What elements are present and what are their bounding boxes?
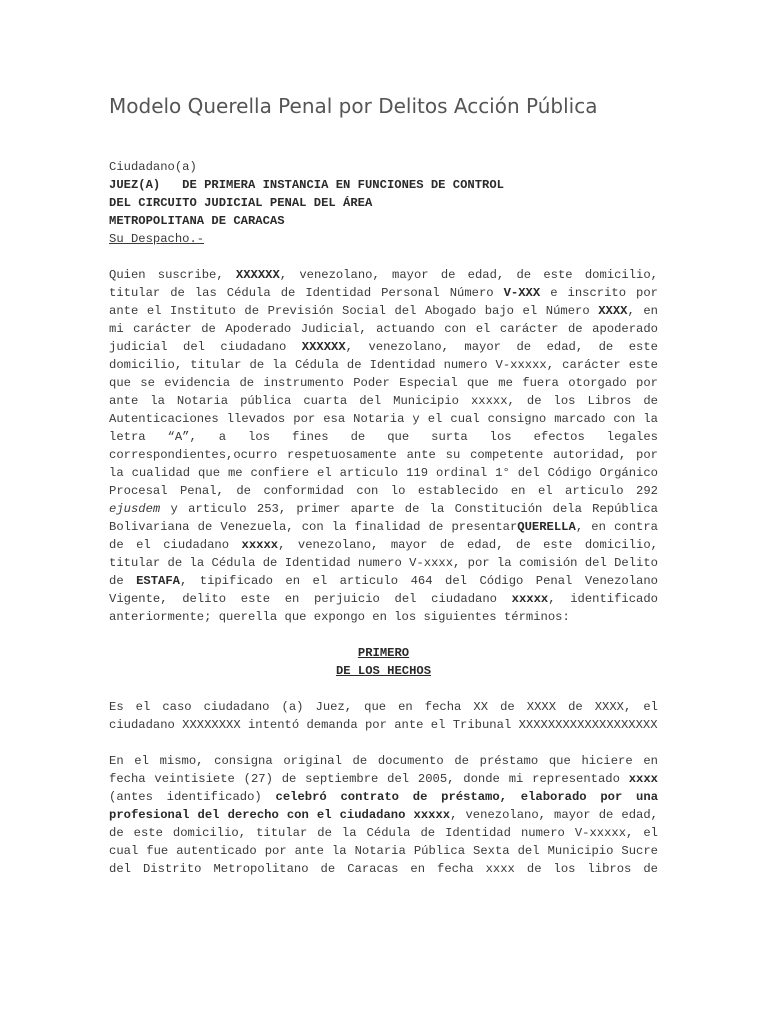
document-body <box>109 158 658 878</box>
paragraph-intro: Quien suscribe, XXXXXX, venezolano, mayor de edad, de este domicilio, titular de las Cédula de Identidad Personal Número V-XXX e inscrito por ante el Instituto de Previsión Social del Abogado bajo el Número XXXX, en mi carácter de Apoderado Judicial, actuando con el carácter de apoderado judicial del ciudadano XXXXXX, venezolano, mayor de edad, de este domicilio, titular de la Cédula de Identidad numero V-xxxxx, carácter este que se evidencia de instrumento Poder Especial que me fuera otorgado por ante la Notaria pública cuarta del Municipio xxxxx, de los Libros de Autenticaciones llevados por esa Notaria y el cual consigno marcado con la letra “A”, a los fines de que surta los efectos legales correspondientes,ocurro respetuosamente ante su competente autoridad, por la cualidad que me confiere el articulo 119 ordinal 1° del Código Orgánico Procesal Penal, de conformidad con lo establecido en el articulo 292 ejusdem y articulo 253, primer aparte de la Constitución dela República Bolivariana de Venezuela, con la finalidad de presentarQUERELLA, en contra de el ciudadano xxxxx, venezolano, mayor de edad, de este domicilio, titular de la Cédula de Identidad numero V-xxxx, por la comisión del Delito de ESTAFA, tipificado en el articulo 464 del Código Penal Venezolano Vigente, delito este en perjuicio del ciudadano xxxxx, identificado anteriormente; querella que expongo en los siguientes términos: <box>109 268 658 624</box>
section-heading-hechos: DE LOS HECHOS <box>335 664 432 678</box>
section-heading-primero: PRIMERO <box>357 646 410 660</box>
address-circuit: DEL CIRCUITO JUDICIAL PENAL DEL ÁREA <box>109 196 373 210</box>
address-salutation: Ciudadano(a) <box>109 160 197 174</box>
address-metropolitana: METROPOLITANA DE CARACAS <box>109 214 285 228</box>
address-line-2 <box>109 194 658 212</box>
address-instance: DE PRIMERA INSTANCIA EN FUNCIONES DE CONTROL <box>182 178 504 192</box>
paragraph-hechos-2: En el mismo, consigna original de documento de préstamo que hiciere en fecha veintisiete (27) de septiembre del 2005, donde mi representado xxxx (antes identificado) celebró contrato de préstamo, elaborado por una profesional del derecho con el ciudadano xxxxx, venezolano, mayor de edad, de este domicilio, titular de la Cédula de Identidad numero V-xxxxx, el cual fue autenticado por ante la Notaria Pública Sexta del Municipio Sucre del Distrito Metropolitano de Caracas en fecha xxxx de los libros de <box>109 754 659 876</box>
address-line-1 <box>109 176 658 194</box>
address-line-3 <box>109 212 658 230</box>
address-judge: JUEZ(A) <box>109 178 161 192</box>
document-title: Modelo Querella Penal por Delitos Acción Pública <box>109 94 598 118</box>
paragraph-hechos-1: Es el caso ciudadano (a) Juez, que en fecha XX de XXXX de XXXX, el ciudadano XXXXXXXX intentó demanda por ante el Tribunal XXXXXXXXXXXXXXXXXXX <box>109 700 658 732</box>
address-closing: Su Despacho.- <box>109 232 205 246</box>
